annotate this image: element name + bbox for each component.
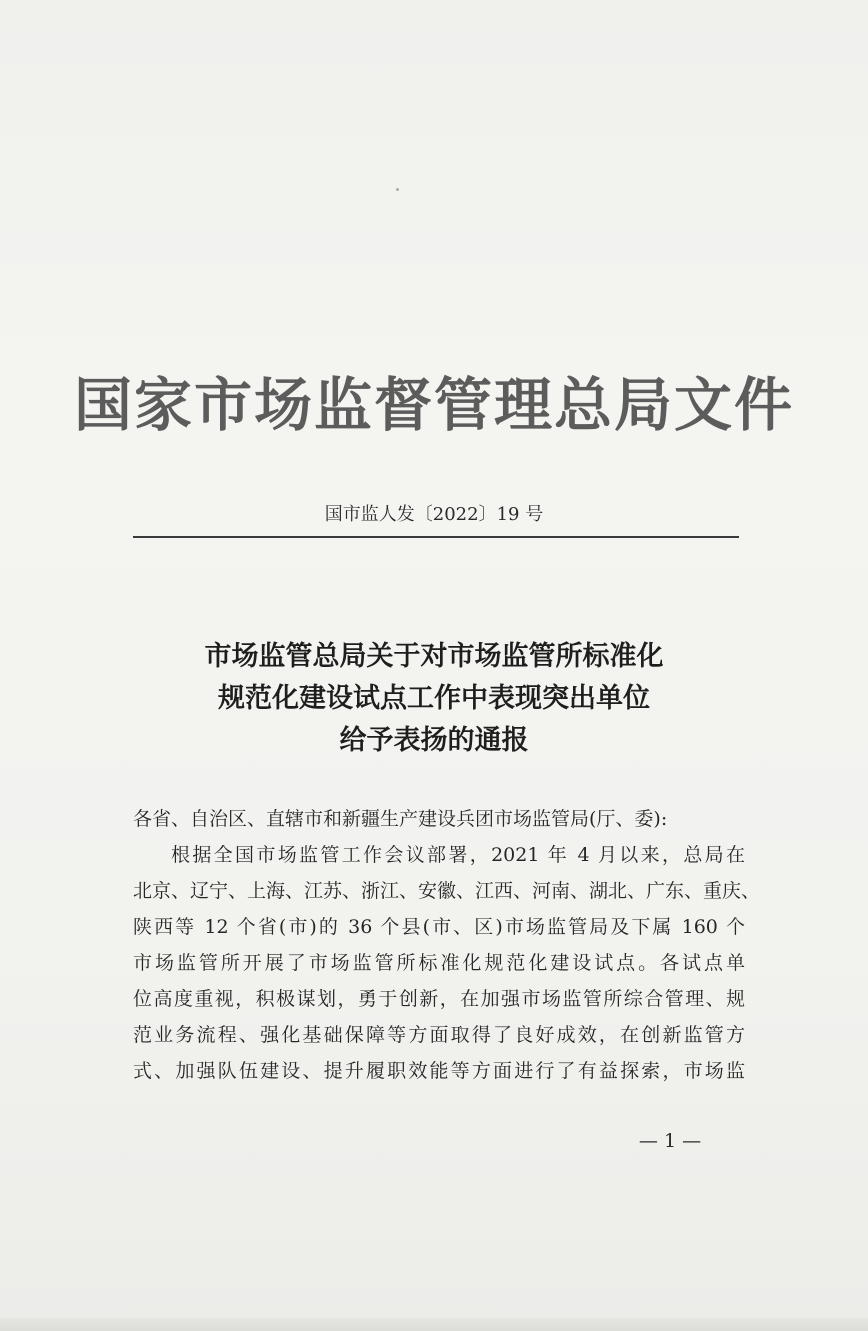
body-line: 陕西等 12 个省(市)的 36 个县(市、区)市场监管局及下属 160 个 [133, 916, 745, 938]
body-line: 根据全国市场监管工作会议部署，2021 年 4 月以来，总局在 [171, 844, 745, 866]
scan-speck [396, 188, 399, 191]
document-masthead: 国家市场监督管理总局文件 [73, 371, 794, 439]
title-line: 规范化建设试点工作中表现突出单位 [218, 683, 650, 714]
masthead-divider [133, 536, 739, 538]
page-number: — 1 — [638, 1130, 702, 1152]
page-bottom-edge [0, 1318, 868, 1331]
title-line: 市场监管总局关于对市场监管所标准化 [204, 641, 664, 672]
body-line: 市场监管所开展了市场监管所标准化规范化建设试点。各试点单 [133, 952, 745, 974]
body-line: 范业务流程、强化基础保障等方面取得了良好成效，在创新监管方 [133, 1024, 745, 1046]
body-line: 式、加强队伍建设、提升履职效能等方面进行了有益探索，市场监 [133, 1060, 745, 1082]
body-line: 位高度重视，积极谋划，勇于创新，在加强市场监管所综合管理、规 [133, 988, 745, 1010]
document-body [133, 801, 761, 1089]
salutation: 各省、自治区、直辖市和新疆生产建设兵团市场监管局(厅、委): [133, 808, 668, 830]
body-line: 北京、辽宁、上海、江苏、浙江、安徽、江西、河南、湖北、广东、重庆、 [133, 880, 761, 902]
title-line: 给予表扬的通报 [339, 725, 529, 756]
document-number: 国市监人发〔2022〕19 号 [324, 504, 544, 525]
document-title [0, 636, 868, 762]
